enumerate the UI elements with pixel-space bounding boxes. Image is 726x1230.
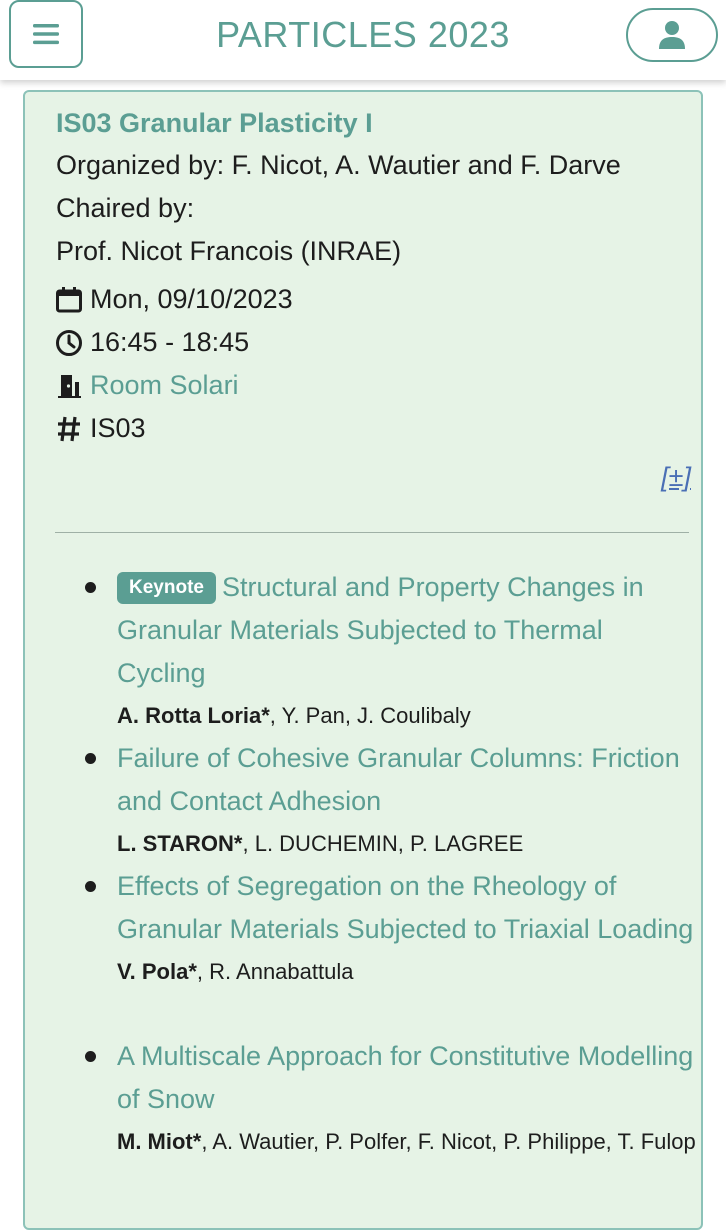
talk-title-link[interactable]: Failure of Cohesive Granular Columns: Friction and Contact Adhesion (117, 743, 680, 816)
session-date (54, 284, 293, 315)
bullet (85, 753, 96, 764)
code-text: IS03 (90, 413, 146, 443)
talk-authors (117, 701, 697, 731)
talk-title-link[interactable]: Effects of Segregation on the Rheology of Granular Materials Subjected to Triaxial Loading (117, 871, 694, 944)
room-link[interactable]: Room Solari (90, 370, 239, 400)
session-title[interactable]: IS03 Granular Plasticity I (56, 108, 373, 138)
chaired-by-label: Chaired by: (56, 193, 195, 223)
date-text: Mon, 09/10/2023 (90, 284, 293, 314)
coauthors: , Y. Pan, J. Coulibaly (269, 703, 471, 728)
expand-toggle[interactable]: [±] (661, 462, 691, 492)
coauthors: , R. Annabattula (196, 959, 354, 984)
talk-item (117, 1035, 697, 1157)
keynote-badge: Keynote (117, 572, 216, 604)
presenter: L. STARON* (117, 831, 243, 856)
talk-title-link[interactable] (117, 566, 697, 695)
app-title: PARTICLES 2023 (216, 14, 510, 55)
presenter: A. Rotta Loria* (117, 703, 270, 728)
user-account-button[interactable] (626, 8, 718, 62)
talk-authors (117, 957, 697, 987)
organizers: Organized by: F. Nicot, A. Wautier and F. Darve (56, 150, 621, 180)
talk-authors (117, 1127, 697, 1157)
session-time (54, 327, 249, 358)
talk-authors (117, 829, 697, 859)
top-bar (0, 0, 726, 80)
hashtag-icon (54, 414, 84, 444)
session-room (54, 370, 239, 401)
presenter: M. Miot* (117, 1129, 202, 1154)
coauthors: , L. DUCHEMIN, P. LAGREE (242, 831, 524, 856)
bullet (85, 582, 96, 593)
coauthors: , A. Wautier, P. Polfer, F. Nicot, P. Philippe, T. Fulop (201, 1129, 696, 1154)
session-card (23, 90, 703, 1230)
talk-item (117, 865, 697, 987)
bullet (85, 881, 96, 892)
calendar-icon (54, 285, 84, 315)
bullet (85, 1051, 96, 1062)
door-icon (54, 371, 84, 401)
talk-item (117, 737, 697, 859)
time-text: 16:45 - 18:45 (90, 327, 250, 357)
talk-item (117, 566, 697, 731)
talk-title-link[interactable]: A Multiscale Approach for Constitutive Modelling of Snow (117, 1041, 694, 1114)
clock-icon (54, 328, 84, 358)
divider (55, 532, 689, 533)
chair-name: Prof. Nicot Francois (INRAE) (56, 236, 402, 266)
user-icon (658, 20, 686, 50)
talk-title-text: Structural and Property Changes in Granular Materials Subjected to Thermal Cycling (117, 572, 644, 688)
presenter: V. Pola* (117, 959, 197, 984)
session-code (54, 413, 146, 444)
